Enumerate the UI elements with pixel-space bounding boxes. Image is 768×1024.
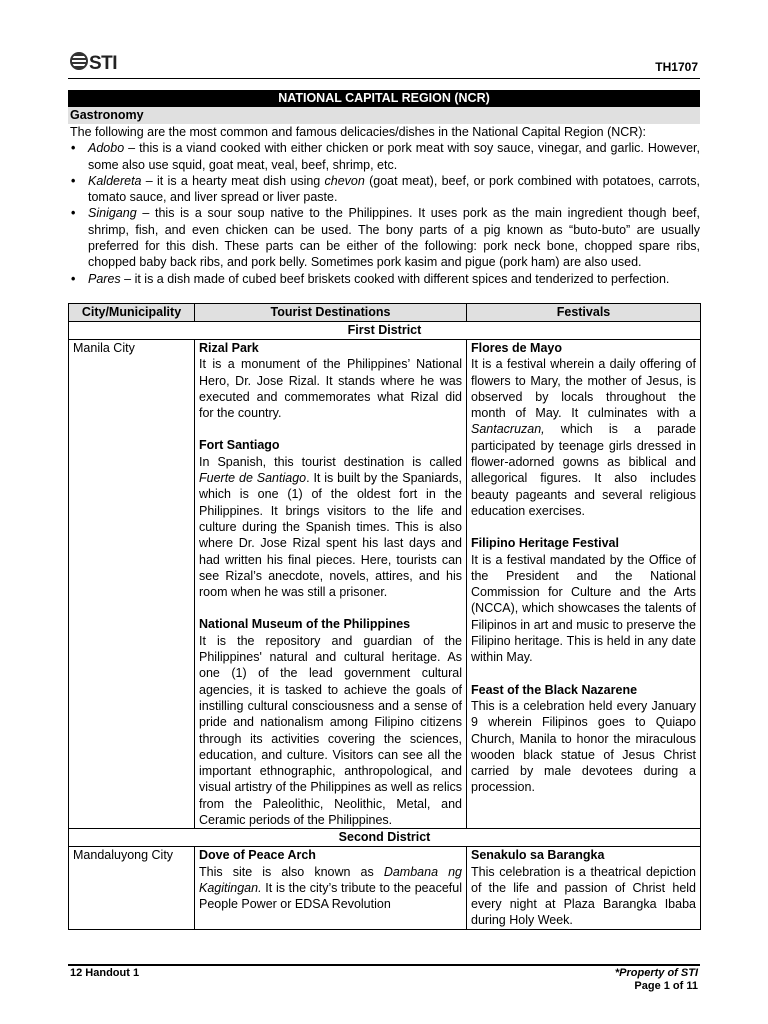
section-heading-gastronomy: Gastronomy [68,107,700,124]
table-row [69,339,701,828]
dish-item-pares: • Pares – it is a dish made of cubed beef briskets cooked with different spices and tenderized to perfection. [84,271,700,287]
festival-title: Senakulo sa Barangka [471,848,605,863]
property-notice: *Property of STI [614,967,698,979]
destinations-table [68,303,701,930]
footer-right [615,967,698,993]
destination-text: This site is also known as Dambana ng Kagitingan. It is the city’s tribute to the peaceful People Power or EDSA Revolution [199,864,463,912]
footer-divider [68,964,700,966]
handout-label: 12 Handout 1 [70,967,140,979]
dish-list [68,140,700,287]
festival-title: Feast of the Black Nazarene [471,682,638,697]
page-title: NATIONAL CAPITAL REGION (NCR) [68,90,700,107]
city-cell: Mandaluyong City [69,847,195,929]
destination-title: Dove of Peace Arch [199,848,316,863]
district-row [69,321,701,339]
destination-text: It is the repository and guardian of the Philippines' natural and cultural heritage. As one (1) of the lead government cultural agencies, it is tasked to achieve the goals of instilling cultural consciousness and a sense of pride and nationalism among Filipino citizens through its activities covering the sciences, education, and culture. Visitors can see all the important ethnographic, anthropological, and visual artistry of the Philippines as well as relics from the Paleolithic, Neolithic, Metal, and Ceramic periods of the Philippines. [199,633,462,827]
festival-text: It is a festival wherein a daily offering of flowers to Mary, the mother of Jesus, is observed by locals throughout the month of May. It culminates with a Santacruzan, which is a parade participated by teenage girls dressed in flower-adorned gowns as biblical and allegorical figures. It also includes beauty pageants and several religious education exercises. [471,357,696,518]
destination-title: Rizal Park [199,340,259,355]
gastronomy-intro: The following are the most common and famous delicacies/dishes in the National Capital Region (NCR): [70,125,646,139]
destination-title: Fort Santiago [199,438,280,453]
destination-text: It is a monument of the Philippines’ National Hero, Dr. Jose Rizal. It stands where he was executed and commemorates what Rizal did for the country. [199,357,462,421]
page-number: Page 1 of 11 [634,980,698,992]
district-row [69,829,701,847]
table-header-row [69,303,701,321]
festivals-cell [467,847,701,929]
festival-text: This is a celebration held every January 9 wherein Filipinos goes to Quiapo Church, Manila to honor the miraculous wooden black statue of Jesus Christ carried by male devotees during a procession. [471,698,696,795]
destination-title: National Museum of the Philippines [199,617,411,632]
festival-text: This celebration is a theatrical depiction of the life and passion of Christ held every night at Plaza Barangka Ibaba during Holy Week. [471,864,696,928]
globe-icon [70,52,88,70]
header-divider [68,78,700,79]
column-header-festivals: Festivals [467,303,701,321]
column-header-destinations: Tourist Destinations [195,303,467,321]
column-header-city: City/Municipality [69,303,195,321]
dish-item-sinigang: • Sinigang – this is a sour soup native to the Philippines. It uses pork as the main ingredient though beef, shrimp, fish, and even chicken can be used. The bony parts of a pig known as “buto-buto” are usually preferred for this dish. These parts can be either of the following: pork neck bone, chopped spare ribs, chopped baby back ribs, and pork belly. Sometimes pork kasim and pigue (pork ham) are also used. [84,205,700,270]
destination-text: In Spanish, this tourist destination is called Fuerte de Santiago. It is built by the Spaniards, which is one (1) of the oldest fort in the Philippines. It brings visitors to the life and culture during the Spanish times. This is also where Dr. Jose Rizal spent his last days and had written his final pieces. Here, tourists can see Rizal’s anecdote, novels, attires, and his room when he was still a prisoner. [199,454,462,600]
city-cell: Manila City [69,339,195,828]
dish-item-kaldereta: • Kaldereta – it is a hearty meat dish using chevon (goat meat), beef, or pork combined with potatoes, carrots, tomato sauce, and liver spread or liver paste. [84,173,700,206]
festival-title: Flores de Mayo [471,340,562,355]
sti-logo: STI [70,52,117,75]
festivals-cell [467,339,701,828]
destinations-cell [195,339,467,828]
table-row [69,847,701,929]
destinations-cell [195,847,467,929]
festival-text: It is a festival mandated by the Office of the President and the National Commission for Culture and the Arts (NCCA), which showcases the talents of Filipinos in art and music to preserve the Filipino heritage. This is held in any date within May. [471,552,696,665]
district-label: Second District [69,829,701,847]
festival-title: Filipino Heritage Festival [471,536,619,551]
document-code: TH1707 [655,60,698,74]
district-label: First District [69,321,701,339]
content-area [68,90,700,930]
dish-item-adobo: • Adobo – this is a viand cooked with either chicken or pork meat with soy sauce, vinegar, and garlic. However, some also use squid, goat meat, veal, beef, shrimp, etc. [84,140,700,173]
